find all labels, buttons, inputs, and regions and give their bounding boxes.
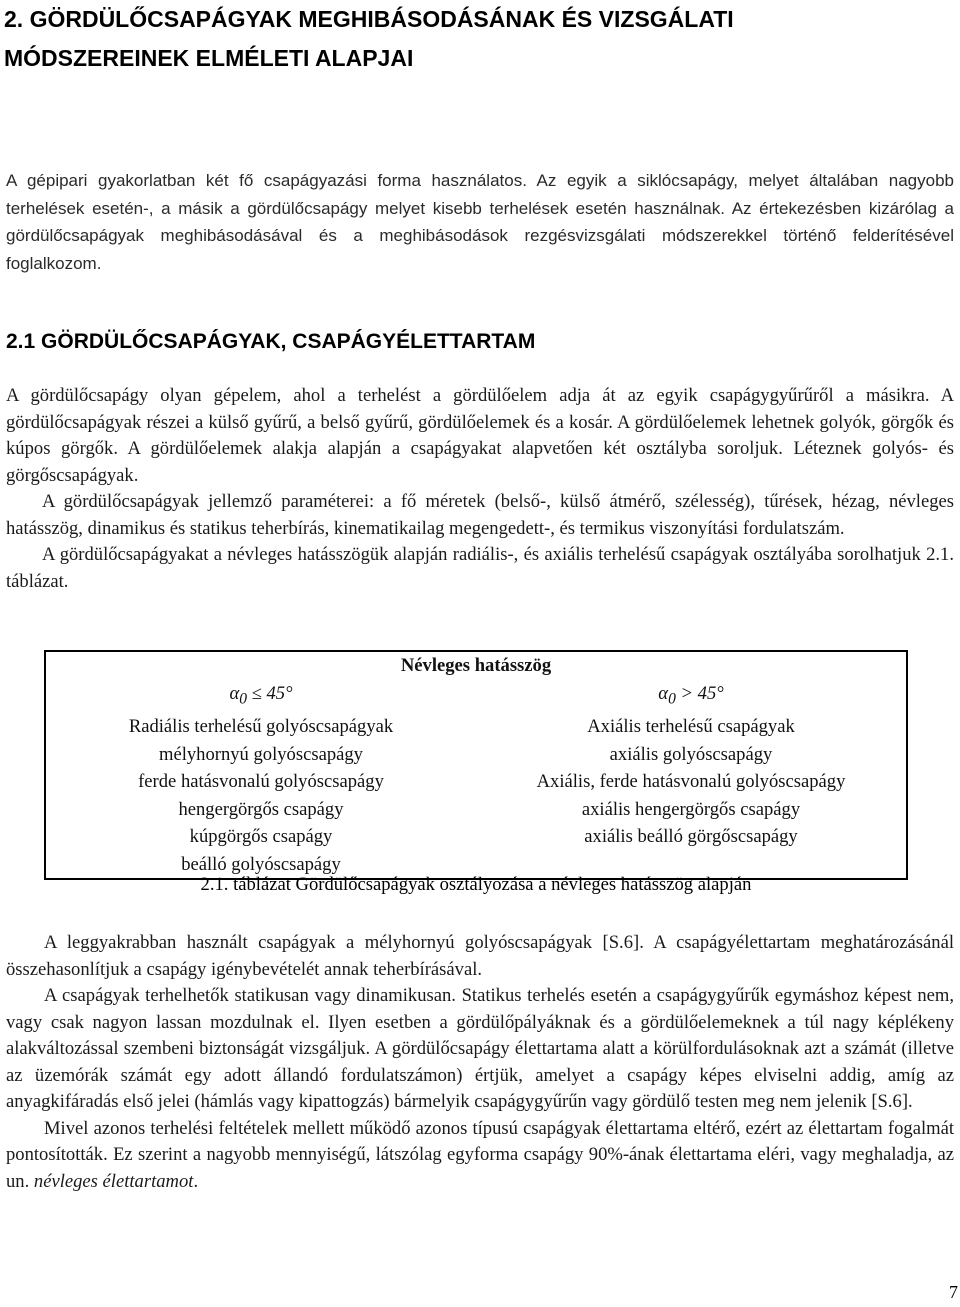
page-number: 7	[949, 1282, 958, 1302]
table-cell: ferde hatásvonalú golyóscsapágy	[45, 768, 476, 796]
chapter-title	[4, 0, 944, 78]
table-row	[45, 680, 907, 713]
table-cell: kúpgörgős csapágy	[45, 823, 476, 851]
paragraph-bearing-parameters: A gördülőcsapágyak jellemző paraméterei: a fő méretek (belső-, külső átmérő, szélesség), tűrések, hézag, névleges hatásszög, dinamikus és statikus teherbírás, kinematikailag megengedett-, és termikus viszonyítási fordulatszám.	[6, 491, 954, 539]
right-condition: > 45°	[675, 682, 724, 704]
table-cell: mélyhornyú golyóscsapágy	[45, 741, 476, 769]
table-row	[45, 796, 907, 824]
chapter-title-line2: MÓDSZEREINEK ELMÉLETI ALAPJAI	[4, 45, 414, 71]
table-cell: beálló golyóscsapágy	[45, 851, 476, 880]
right-alpha-subscript: 0	[668, 690, 676, 708]
table-cell: axiális golyóscsapágy	[476, 741, 907, 769]
left-column-title: Radiális terhelésű golyóscsapágyak	[45, 713, 476, 741]
section-title: 2.1 GÖRDÜLŐCSAPÁGYAK, CSAPÁGYÉLETTARTAM	[6, 330, 536, 353]
table-caption: 2.1. táblázat Gördülőcsapágyak osztályozása a névleges hatásszög alapján	[200, 874, 752, 895]
table-cell: hengergörgős csapágy	[45, 796, 476, 824]
table-cell: axiális hengergörgős csapágy	[476, 796, 907, 824]
nominal-life-term: névleges élettartamot	[33, 1170, 194, 1192]
table-header: Névleges hatásszög	[45, 651, 907, 680]
table-row	[45, 713, 907, 741]
nominal-life-end: .	[193, 1170, 199, 1192]
right-alpha: α	[658, 682, 669, 704]
bearing-classification-table	[44, 650, 908, 880]
table-row	[45, 741, 907, 769]
paragraph-bearing-classes: A gördülőcsapágyakat a névleges hatásszögük alapján radiális-, és axiális terhelésű csapágyak osztályába sorolhatjuk 2.1. táblázat.	[6, 544, 954, 592]
table-row	[45, 823, 907, 851]
paragraph-nominal-life	[6, 1116, 954, 1196]
intro-paragraph: A gépipari gyakorlatban két fő csapágyazási forma használatos. Az egyik a siklócsapágy, melyet általában nagyobb terhelések esetén-, a másik a gördülőcsapágy melyet kisebb terhelések esetén használnak. Az értekezésben kizárólag a gördülőcsapágyak meghibásodásával és a meghibásodások rezgésvizsgálati módszerekkel történő felderítésével foglalkozom.	[6, 171, 954, 273]
chapter-title-line1: 2. GÖRDÜLŐCSAPÁGYAK MEGHIBÁSODÁSÁNAK ÉS VIZSGÁLATI	[4, 6, 734, 32]
table-cell: axiális beálló görgőscsapágy	[476, 823, 907, 851]
nominal-life-text: Mivel azonos terhelési feltételek mellett működő azonos típusú csapágyak élettartama eltérő, ezért az élettartam fogalmát pontosították. Ez szerint a nagyobb mennyiségű, látszólag egyforma csapágy 90%-ának élettartama eléri, vagy meghaladja, az un.	[6, 1117, 954, 1192]
lifetime-body	[6, 930, 954, 1195]
left-alpha: α	[229, 682, 240, 704]
paragraph-bearing-definition: A gördülőcsapágy olyan gépelem, ahol a terhelést a gördülőelem adja át az egyik csapágygyűrűről a másikra. A gördülőcsapágyak részei a külső gyűrű, a belső gyűrű, gördülőelemek és a kosár. A gördülőelemek lehetnek golyók, görgők és kúpos görgők. A gördülőelemek alakja alapján a csapágyakat alapvetően két osztályba soroljuk. Léteznek golyós- és görgőscsapágyak.	[6, 385, 954, 486]
left-angle-condition	[45, 680, 476, 713]
table-header-row	[45, 651, 907, 680]
paragraph-common-bearings: A leggyakrabban használt csapágyak a mélyhornyú golyóscsapágyak [S.6]. A csapágyélettartam meghatározásánál összehasonlítjuk a csapágy igénybevételét annak teherbírásával.	[6, 932, 954, 980]
section-body	[6, 383, 954, 595]
right-column-title: Axiális terhelésű csapágyak	[476, 713, 907, 741]
table-row	[45, 768, 907, 796]
left-alpha-subscript: 0	[239, 690, 247, 708]
left-condition: ≤ 45°	[246, 682, 293, 704]
paragraph-loading: A csapágyak terhelhetők statikusan vagy dinamikusan. Statikus terhelés esetén a csapágygyűrűk egymáshoz képest nem, vagy csak nagyon lassan mozdulnak el. Ilyen esetben a gördülőpályáknak és a gördülőelemeknek a túl nagy képlékeny alakváltozással szembeni biztonságát vizsgáljuk. A gördülőcsapágy élettartama alatt a körülfordulásoknak azt a számát (illetve az üzemórák számát egy adott állandó fordulatszámon) értjük, amelyet a csapágy képes elviselni addig, amíg az anyagkifáradás első jelei (hámlás vagy kipattogzás) bármelyik csapágygyűrűn vagy gördülő testen meg nem jelenik [S.6].	[6, 985, 954, 1112]
right-angle-condition	[476, 680, 907, 713]
table-cell: Axiális, ferde hatásvonalú golyóscsapágy	[476, 768, 907, 796]
